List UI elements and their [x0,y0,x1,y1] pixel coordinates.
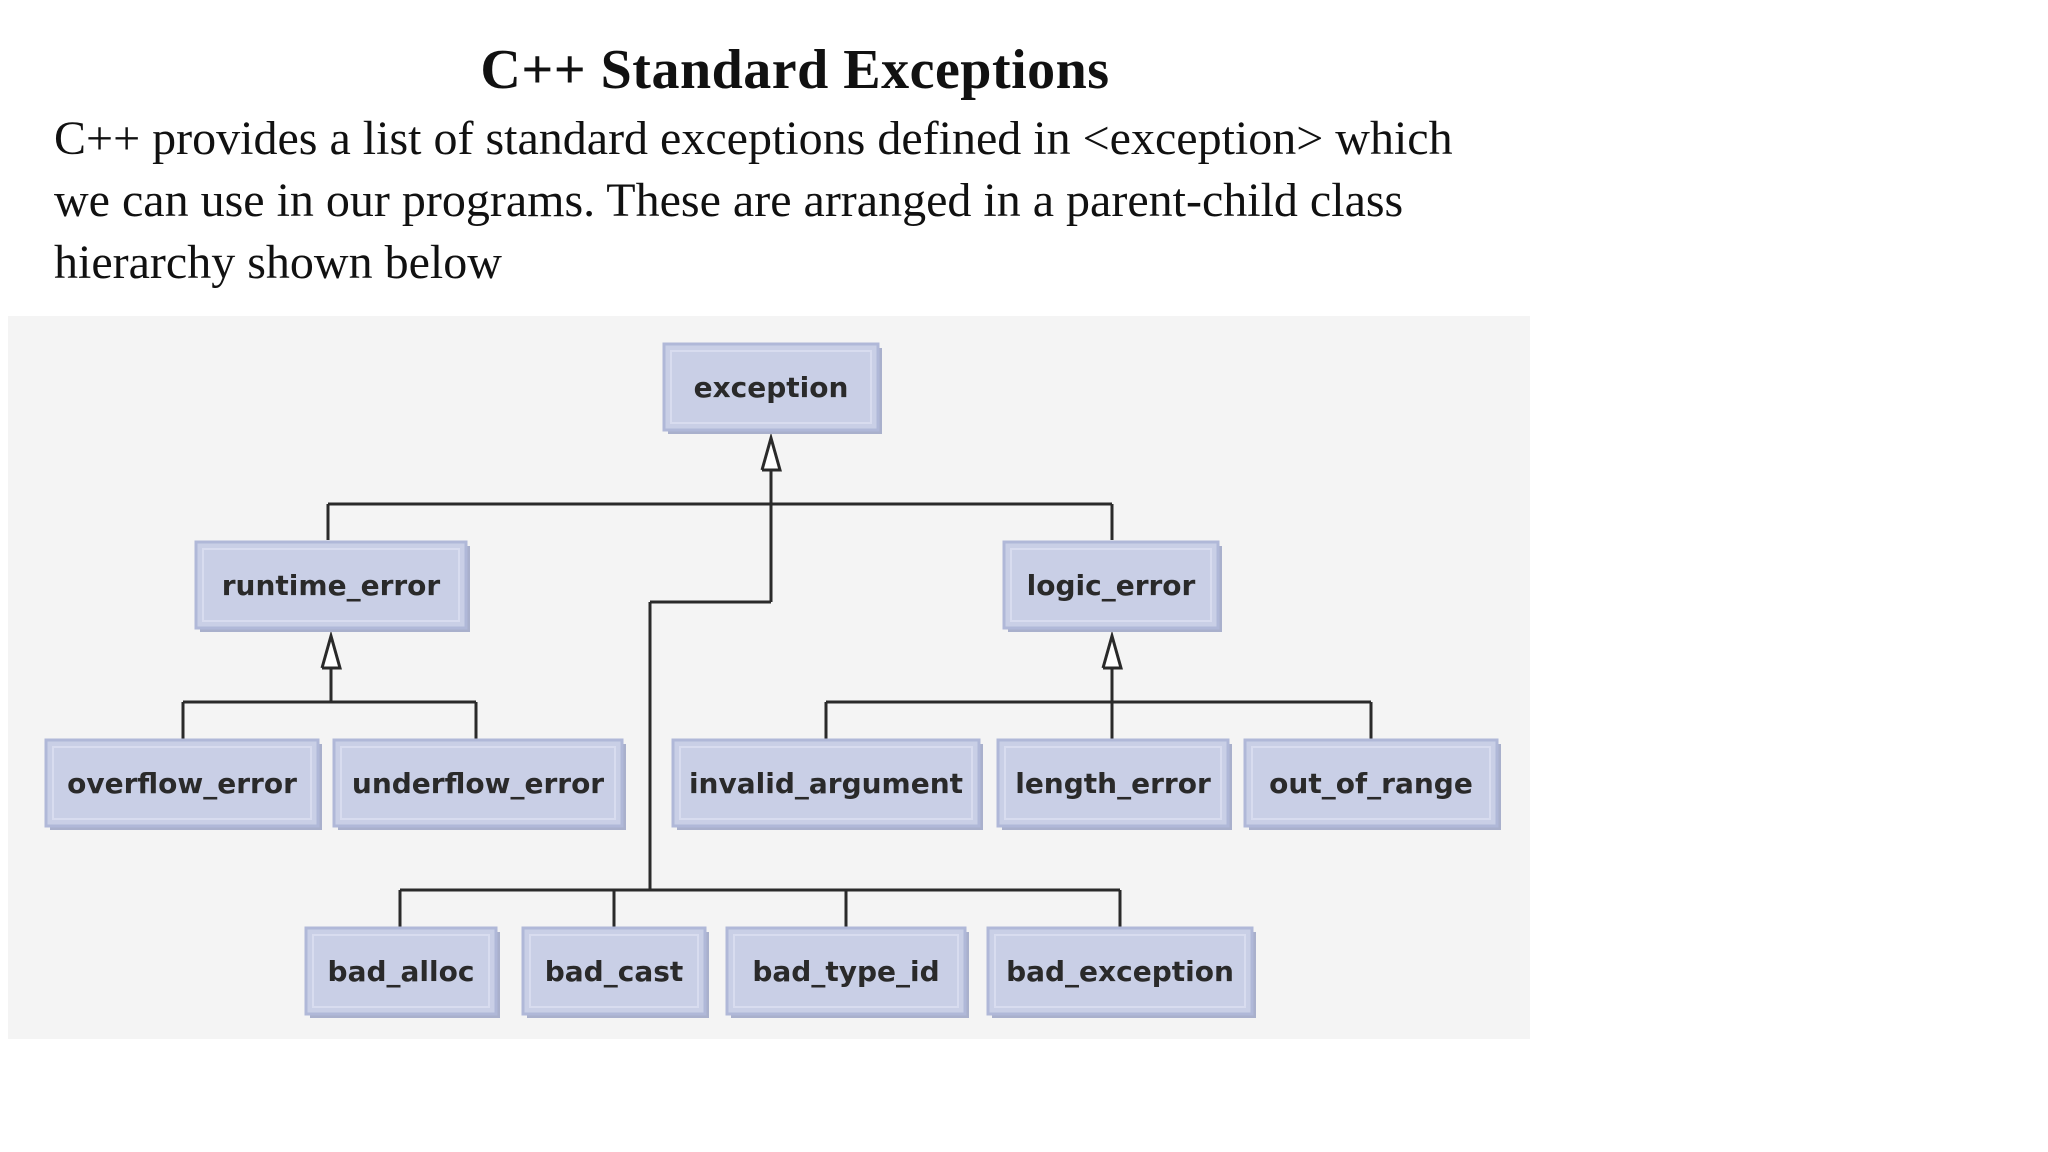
inheritance-arrow-logic-error [1103,636,1121,668]
inheritance-arrow-runtime-error [322,636,340,668]
connector-lines [183,470,1371,928]
class-node-bad-exception [988,928,1256,1018]
class-node-runtime-error [196,542,470,632]
class-node-exception [664,344,882,434]
class-label: bad_type_id [752,955,940,988]
class-node-logic-error [1004,542,1222,632]
class-label: underflow_error [351,767,605,800]
class-label: logic_error [1026,569,1196,602]
class-node-invalid-argument [673,740,983,830]
class-node-underflow-error [334,740,626,830]
class-label: invalid_argument [688,767,964,800]
class-node-bad-type-id [727,928,969,1018]
slide-title: C++ Standard Exceptions [480,39,1110,101]
class-node-out-of-range [1245,740,1501,830]
inheritance-arrow-exception [762,438,780,470]
class-label: bad_exception [1006,955,1234,988]
class-label: out_of_range [1269,767,1473,800]
class-node-length-error [998,740,1232,830]
class-label: length_error [1015,767,1211,800]
class-node-overflow-error [46,740,322,830]
class-node-bad-alloc [306,928,500,1018]
class-label: overflow_error [67,767,297,800]
class-label: runtime_error [221,569,441,602]
slide-description: C++ provides a list of standard exceptions defined in <exception> which we can use in our programs. These are arranged in a parent-child class hierarchy shown below [54,112,1453,289]
class-node-bad-cast [523,928,709,1018]
class-label: exception [693,371,849,404]
class-label: bad_alloc [327,955,475,988]
class-label: bad_cast [544,955,684,988]
